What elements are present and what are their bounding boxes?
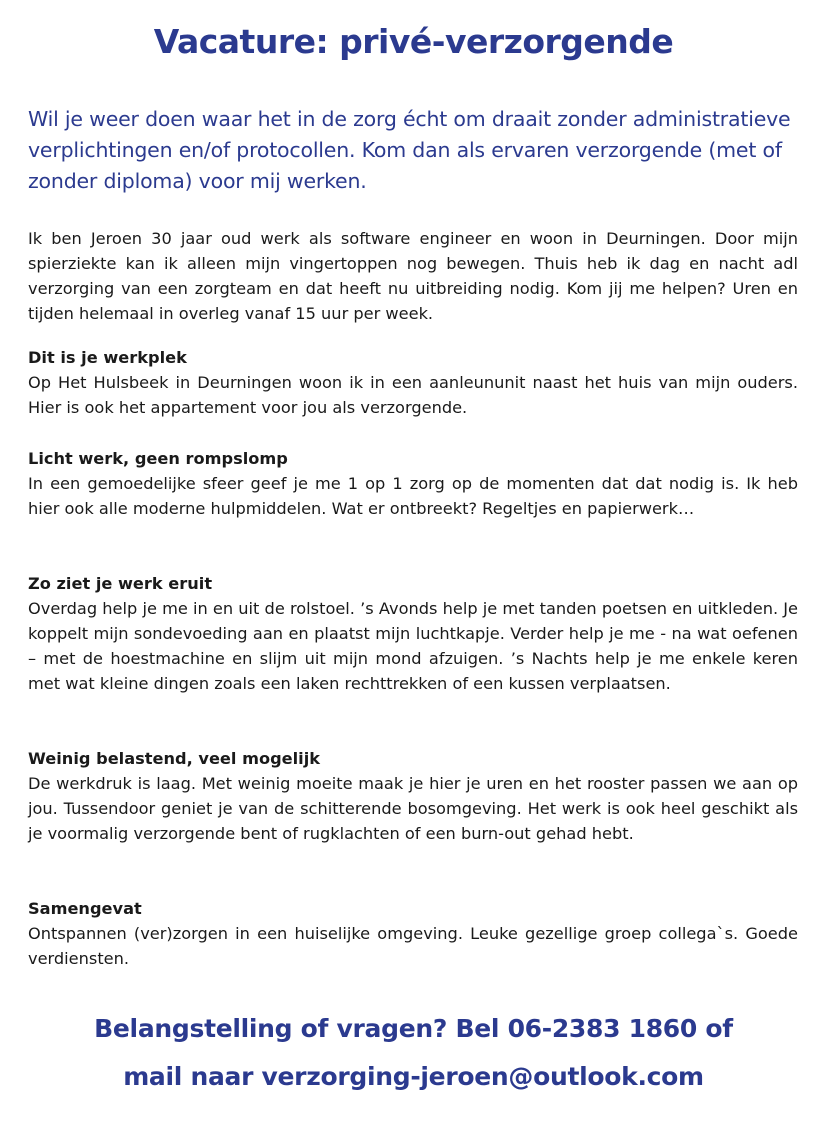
- contact-line-phone: Belangstelling of vragen? Bel 06-2383 1860 of: [94, 1014, 733, 1043]
- about-paragraph: Ik ben Jeroen 30 jaar oud werk als software engineer en woon in Deurningen. Door mijn spierziekte kan ik alleen mijn vingertoppen nog bewegen. Thuis heb ik dag en nacht adl verzorging van een zorgteam en dat heeft nu uitbreiding nodig. Kom jij me helpen? Uren en tijden helemaal in overleg vanaf 15 uur per week.: [28, 229, 798, 323]
- section-text-werkplek: Op Het Hulsbeek in Deurningen woon ik in een aanleununit naast het huis van mijn ouders. Hier is ook het appartement voor jou als verzorgende.: [28, 373, 798, 417]
- section-text-weinig-belastend: De werkdruk is laag. Met weinig moeite maak je hier je uren en het rooster passen we aan op jou. Tussendoor geniet je van de schitterende bosomgeving. Het werk is ook heel geschikt als je voormalig verzorgende bent of rugklachten of een burn-out gehad hebt.: [28, 774, 798, 843]
- section-heading-samengevat: Samengevat: [28, 899, 142, 918]
- section-heading-licht-werk: Licht werk, geen rompslomp: [28, 449, 288, 468]
- section-heading-weinig-belastend: Weinig belastend, veel mogelijk: [28, 749, 321, 768]
- section-text-werk-eruit: Overdag help je me in en uit de rolstoel. ’s Avonds help je met tanden poetsen en uitkleden. Je koppelt mijn sondevoeding aan en plaatst mijn luchtkapje. Verder help je me - na wat oefenen – met de hoestmachine en slijm uit mijn mond afzuigen. ’s Nachts help je me enkele keren met wat kleine dingen zoals een laken rechttrekken of een kussen verplaatsen.: [28, 599, 798, 693]
- contact-line-email: mail naar verzorging-jeroen@outlook.com: [123, 1062, 704, 1091]
- section-text-licht-werk: In een gemoedelijke sfeer geef je me 1 op 1 zorg op de momenten dat dat nodig is. Ik heb hier ook alle moderne hulpmiddelen. Wat er ontbreekt? Regeltjes en papierwerk…: [28, 474, 798, 518]
- section-heading-werk-eruit: Zo ziet je werk eruit: [28, 574, 213, 593]
- section-text-samengevat: Ontspannen (ver)zorgen in een huiselijke omgeving. Leuke gezellige groep collega`s. Goede verdiensten.: [28, 924, 798, 968]
- intro-paragraph: Wil je weer doen waar het in de zorg écht om draait zonder administratieve verplichtingen en/of protocollen. Kom dan als ervaren verzorgende (met of zonder diploma) voor mij werken.: [28, 107, 791, 193]
- page-title: Vacature: privé-verzorgende: [153, 22, 674, 61]
- section-heading-werkplek: Dit is je werkplek: [28, 348, 187, 367]
